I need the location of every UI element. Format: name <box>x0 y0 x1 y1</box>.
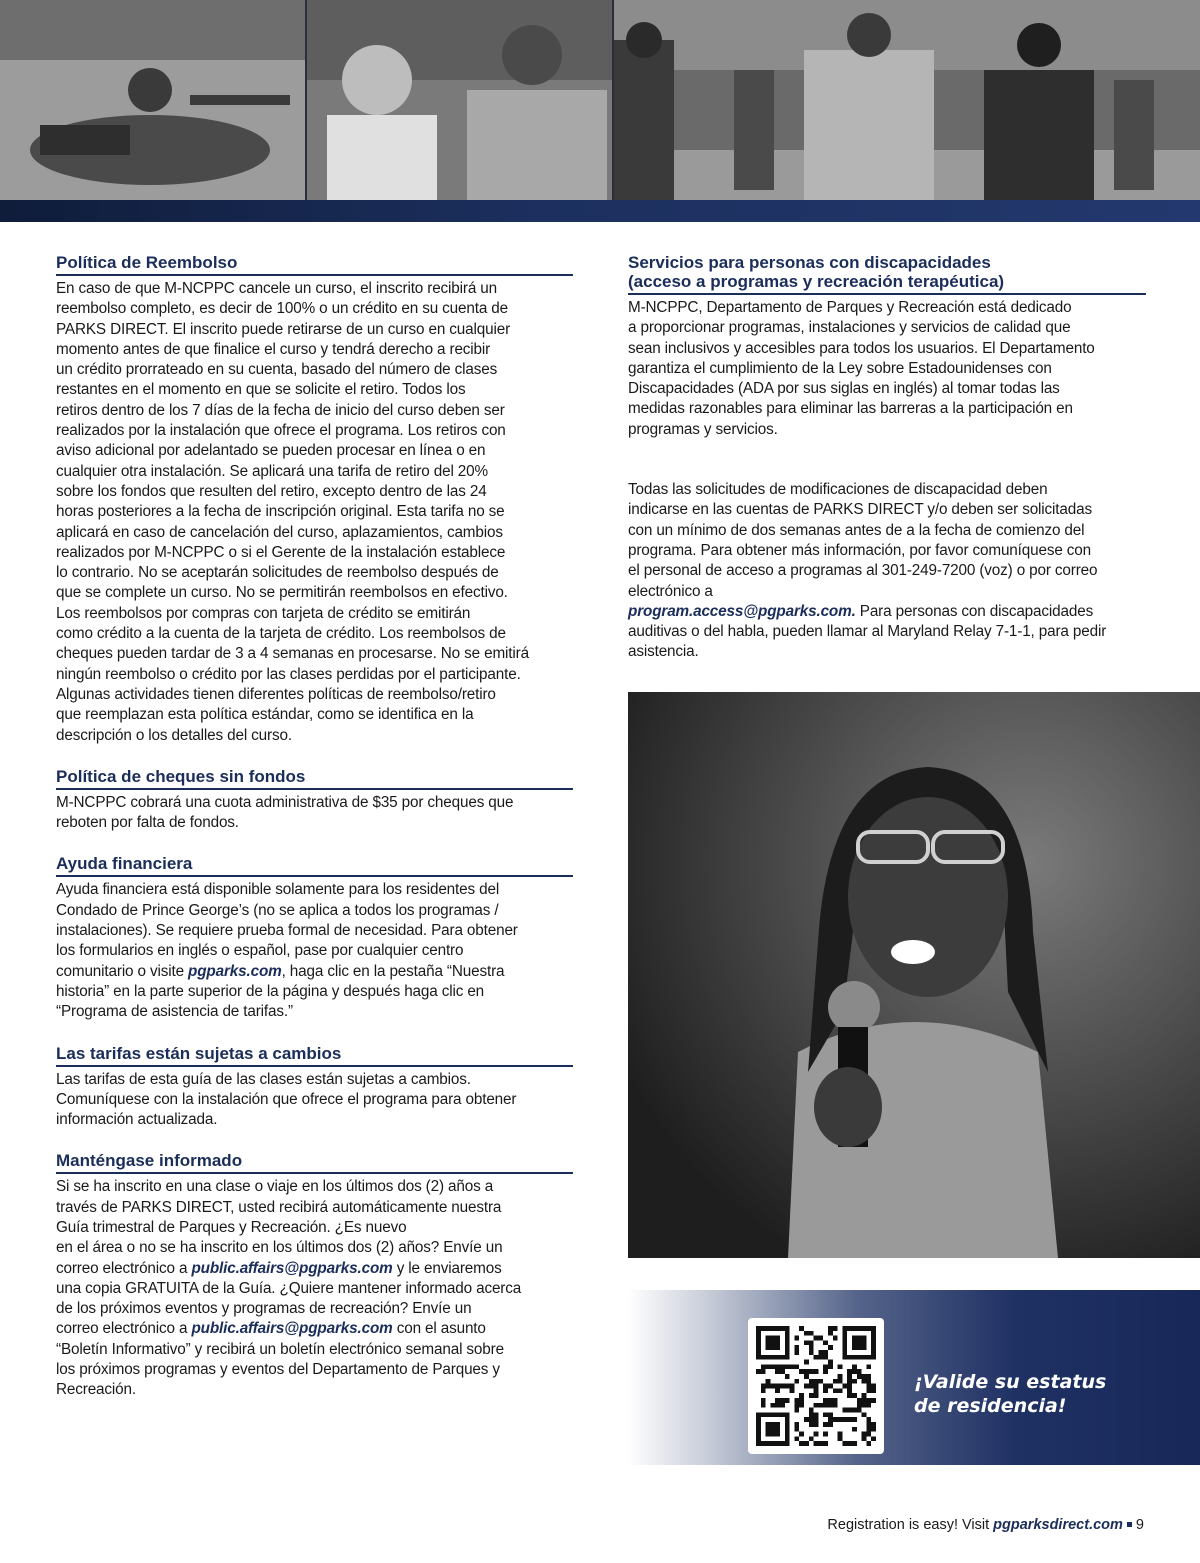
text-line: programa. Para obtener más información, por favor comuníquese con <box>628 541 1091 559</box>
paragraph-gap <box>628 440 1146 480</box>
text-fragment: Para personas con discapacidades <box>855 602 1094 620</box>
disability-services-heading <box>628 253 1146 295</box>
text-line: auditivas o del habla, pueden llamar al Maryland Relay 7-1-1, para pedir <box>628 623 1107 641</box>
heading-line: Servicios para personas con discapacidades <box>628 253 991 272</box>
refund-policy-heading: Política de Reembolso <box>56 253 573 276</box>
text-line: M-NCPPC cobrará una cuota administrativa de $35 por cheques que <box>56 793 514 811</box>
text-line: restantes en el momento en que se solicite el retiro. Todos los <box>56 381 466 399</box>
text-line: cheques pueden tardar de 3 a 4 semanas en procesarse. No se emitirá <box>56 645 529 663</box>
refund-policy-text <box>56 279 573 746</box>
text-line <box>56 962 573 982</box>
disability-services-section <box>628 253 1146 663</box>
text-line: electrónico a <box>628 582 713 600</box>
text-line: Recreación. <box>56 1381 136 1399</box>
text-fragment: con el asunto <box>392 1320 486 1338</box>
text-fragment: y le enviaremos <box>392 1259 502 1277</box>
face-painting-photo <box>307 0 612 200</box>
left-column <box>56 253 573 1422</box>
public-affairs-email-link[interactable]: public.affairs@pgparks.com <box>191 1320 393 1338</box>
text-line: Guía trimestral de Parques y Recreación. ¿Es nuevo <box>56 1218 407 1236</box>
text-line: una copia GRATUITA de la Guía. ¿Quiere mantener informado acerca <box>56 1279 522 1297</box>
right-column <box>628 253 1146 684</box>
photo-banner <box>0 0 1200 222</box>
financial-aid-text <box>56 880 573 1022</box>
text-line: Algunas actividades tienen diferentes políticas de reembolso/retiro <box>56 685 496 703</box>
text-line: Condado de Prince George’s (no se aplica a todos los programas / <box>56 901 499 919</box>
text-line: instalaciones). Se requiere prueba formal de necesidad. Para obtener <box>56 922 518 940</box>
text-line: “Boletín Informativo” y recibirá un boletín electrónico semanal sobre <box>56 1340 504 1358</box>
text-line: historia” en la parte superior de la página y después haga clic en <box>56 982 485 1000</box>
dance-class-photo <box>614 0 1200 200</box>
bounced-check-section <box>56 767 573 834</box>
text-line <box>56 1259 573 1279</box>
promo-line: ¡Valide su estatus <box>914 1371 1107 1393</box>
residency-promo-banner <box>628 1290 1200 1465</box>
text-line: medidas razonables para eliminar las barreras a la participación en <box>628 400 1073 418</box>
text-fragment: , haga clic en la pestaña “Nuestra <box>281 962 505 980</box>
disability-services-intro <box>628 298 1146 440</box>
qr-code-graphic <box>756 1326 876 1446</box>
text-line: los formularios en inglés o español, pase por cualquier centro <box>56 942 464 960</box>
text-line: través de PARKS DIRECT, usted recibirá automáticamente nuestra <box>56 1198 502 1216</box>
stay-informed-heading: Manténgase informado <box>56 1151 573 1174</box>
bullet-icon <box>1127 1522 1132 1527</box>
text-line: en el área o no se ha inscrito en los últimos dos (2) años? Envíe un <box>56 1239 503 1257</box>
footer-text: Registration is easy! Visit <box>827 1517 994 1533</box>
text-fragment: correo electrónico a <box>56 1259 192 1277</box>
text-line: M-NCPPC, Departamento de Parques y Recreación está dedicado <box>628 299 1072 316</box>
refund-policy-section <box>56 253 573 746</box>
text-line: aviso adicional por adelantado se pueden procesar en línea o en <box>56 442 486 460</box>
text-line: como crédito a la cuenta de la tarjeta de crédito. Los reembolsos de <box>56 625 506 643</box>
text-line: que se complete un curso. No se permitirán reembolsos en efectivo. <box>56 584 508 602</box>
residency-promo-text <box>914 1370 1106 1418</box>
text-line: En caso de que M-NCPPC cancele un curso, el inscrito recibirá un <box>56 280 498 297</box>
girl-with-microphone-photo <box>628 692 1200 1258</box>
disability-services-requests <box>628 480 1146 663</box>
page-number: 9 <box>1135 1517 1144 1533</box>
text-line: sean inclusivos y accesibles para todos los usuarios. El Departamento <box>628 339 1095 357</box>
stay-informed-text <box>56 1177 573 1400</box>
text-line: los próximos programas y eventos del Departamento de Parques y <box>56 1361 500 1379</box>
text-line: Todas las solicitudes de modificaciones de discapacidad deben <box>628 481 1048 499</box>
text-line: retiros dentro de los 7 días de la fecha de inicio del curso deben ser <box>56 401 505 419</box>
text-line: que reemplazan esta política estándar, como se identifica en la <box>56 706 474 724</box>
text-line: lo contrario. No se aceptarán solicitudes de reembolso después de <box>56 564 499 582</box>
qr-code-icon[interactable] <box>748 1318 884 1454</box>
fees-heading: Las tarifas están sujetas a cambios <box>56 1044 573 1067</box>
text-fragment: correo electrónico a <box>56 1320 192 1338</box>
text-line: Comuníquese con la instalación que ofrece el programa para obtener <box>56 1090 517 1108</box>
text-line: información actualizada. <box>56 1111 218 1129</box>
text-line <box>628 602 1146 622</box>
text-line: momento antes de que finalice el curso y tendrá derecho a recibir <box>56 340 491 358</box>
text-line: PARKS DIRECT. El inscrito puede retirarse de un curso en cualquier <box>56 320 511 338</box>
bounced-check-heading: Política de cheques sin fondos <box>56 767 573 790</box>
text-fragment: comunitario o visite <box>56 962 189 980</box>
text-line: reboten por falta de fondos. <box>56 814 239 832</box>
text-line: reembolso completo, es decir de 100% o un crédito en su cuenta de <box>56 300 508 318</box>
financial-aid-section <box>56 854 573 1022</box>
page-footer <box>827 1517 1144 1533</box>
text-line: garantiza el cumplimiento de la Ley sobre Estadounidenses con <box>628 359 1052 377</box>
text-line: indicarse en las cuentas de PARKS DIRECT y/o deben ser solicitadas <box>628 501 1092 519</box>
text-line: descripción o los detalles del curso. <box>56 726 292 744</box>
text-line: Las tarifas de esta guía de las clases están sujetas a cambios. <box>56 1070 471 1088</box>
text-line: un crédito prorrateado en su cuenta, basado del número de clases <box>56 361 498 379</box>
pgparks-link[interactable]: pgparks.com <box>188 962 282 980</box>
text-line: cualquier otra instalación. Se aplicará una tarifa de retiro del 20% <box>56 462 488 480</box>
program-access-email-link[interactable]: program.access@pgparks.com. <box>628 602 856 620</box>
banner-band <box>0 200 1200 222</box>
bounced-check-text <box>56 793 573 834</box>
text-line: con un mínimo de dos semanas antes de a la fecha de comienzo del <box>628 521 1085 539</box>
fees-section <box>56 1044 573 1131</box>
stay-informed-section <box>56 1151 573 1400</box>
public-affairs-email-link[interactable]: public.affairs@pgparks.com <box>191 1259 393 1277</box>
text-line: ningún reembolso o crédito por las clases perdidas por el participante. <box>56 665 521 683</box>
fees-text <box>56 1070 573 1131</box>
text-line: Ayuda financiera está disponible solamente para los residentes del <box>56 881 500 899</box>
text-line: el personal de acceso a programas al 301-249-7200 (voz) o por correo <box>628 562 1098 580</box>
text-line: de los próximos eventos y programas de recreación? Envíe un <box>56 1300 472 1318</box>
yoga-class-photo <box>0 0 305 200</box>
text-line: realizados por la instalación que ofrece el programa. Los retiros con <box>56 422 506 440</box>
text-line: sobre los fondos que resulten del retiro, excepto dentro de las 24 <box>56 482 487 500</box>
text-line: Discapacidades (ADA por sus siglas en inglés) al tomar todas las <box>628 380 1060 398</box>
heading-line: (acceso a programas y recreación terapéutica) <box>628 272 1005 291</box>
text-line: Si se ha inscrito en una clase o viaje en los últimos dos (2) años a <box>56 1178 494 1196</box>
promo-line: de residencia! <box>914 1395 1067 1417</box>
text-line: a proporcionar programas, instalaciones y servicios de calidad que <box>628 319 1071 337</box>
text-line: horas posteriores a la fecha de inscripción original. Esta tarifa no se <box>56 503 505 521</box>
text-line: Los reembolsos por compras con tarjeta de crédito se emitirán <box>56 604 471 622</box>
text-line: realizados por M-NCPPC o si el Gerente de la instalación establece <box>56 543 506 561</box>
financial-aid-heading: Ayuda financiera <box>56 854 573 877</box>
pgparksdirect-link[interactable]: pgparksdirect.com <box>993 1517 1123 1533</box>
text-line: aplicará en caso de cancelación del curso, aplazamientos, cambios <box>56 523 503 541</box>
text-line <box>56 1319 573 1339</box>
text-line: “Programa de asistencia de tarifas.” <box>56 1003 293 1021</box>
text-line: programas y servicios. <box>628 420 778 438</box>
text-line: asistencia. <box>628 643 699 661</box>
